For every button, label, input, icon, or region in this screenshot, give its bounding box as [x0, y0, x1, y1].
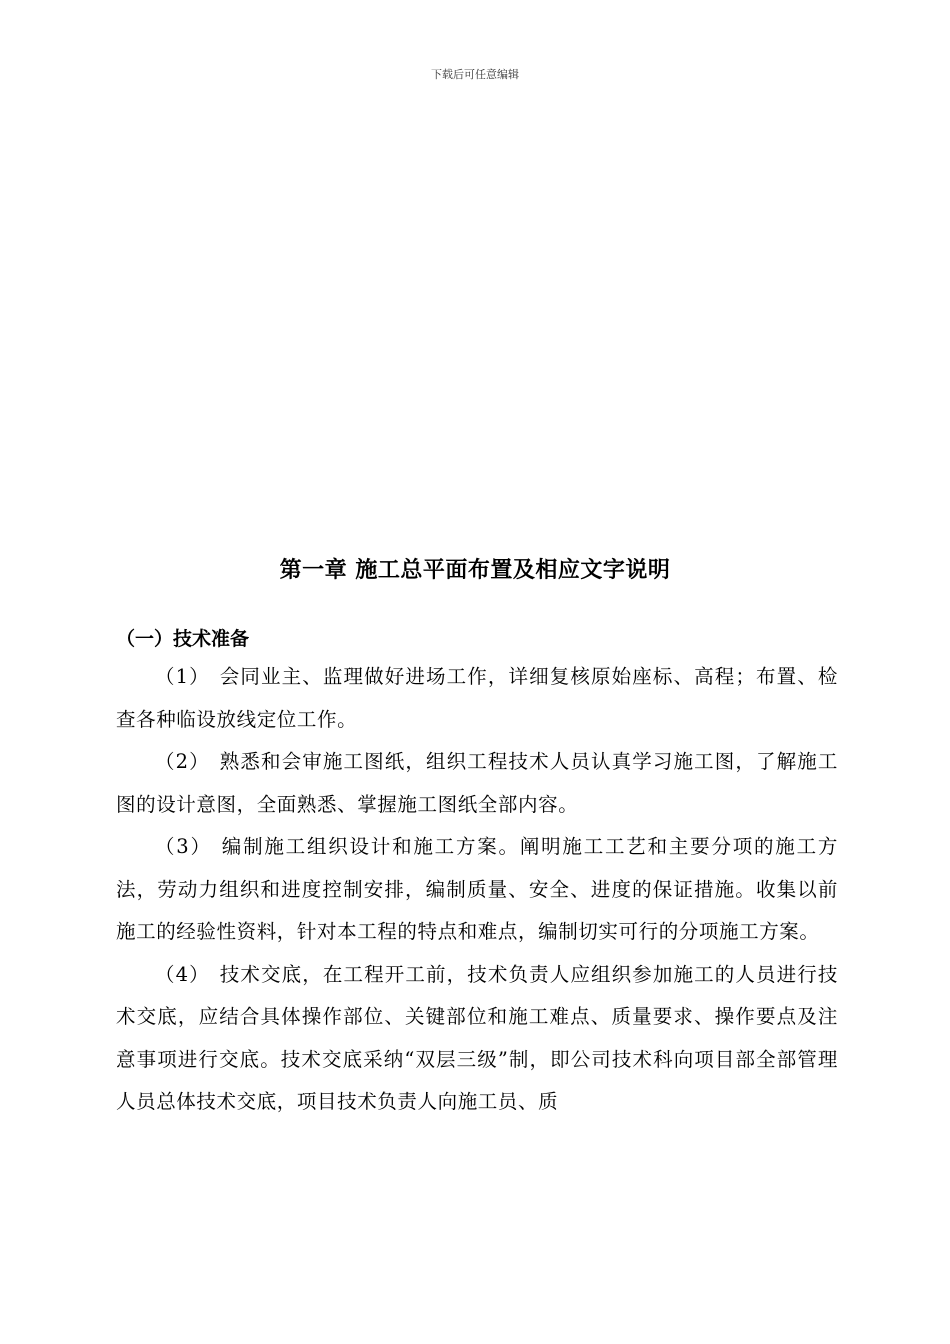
paragraph-2 [116, 741, 838, 826]
paragraph-text: 编制施工组织设计和施工方案。阐明施工工艺和主要分项的施工方法，劳动力组织和进度控制安排，编制质量、安全、进度的保证措施。收集以前施工的经验性资料，针对本工程的特点和难点，编制切实可行的分项施工方案。 [116, 835, 838, 943]
paragraph-number: （3） [155, 835, 212, 858]
paragraph-text: 技术交底，在工程开工前，技术负责人应组织参加施工的人员进行技术交底，应结合具体操作部位、关键部位和施工难点、质量要求、操作要点及注意事项进行交底。技术交底采纳“双层三级”制，即公司技术科向项目部全部管理人员总体技术交底，项目技术负责人向施工员、质 [116, 962, 838, 1113]
paragraph-text: 会同业主、监理做好进场工作，详细复核原始座标、高程；布置、检查各种临设放线定位工作。 [116, 665, 838, 731]
body-text [116, 656, 838, 1124]
paragraph-text: 熟悉和会审施工图纸，组织工程技术人员认真学习施工图，了解施工图的设计意图，全面熟悉、掌握施工图纸全部内容。 [116, 750, 838, 816]
paragraph-number: （2） [155, 750, 210, 773]
paragraph-4 [116, 954, 838, 1124]
paragraph-3 [116, 826, 838, 954]
page-header-note: 下载后可任意编辑 [431, 68, 519, 81]
paragraph-number: （4） [155, 962, 210, 986]
chapter-title: 第一章 施工总平面布置及相应文字说明 [279, 558, 671, 583]
paragraph-number: （1） [155, 665, 210, 688]
section-heading: （一）技术准备 [116, 628, 250, 650]
paragraph-1 [116, 656, 838, 741]
